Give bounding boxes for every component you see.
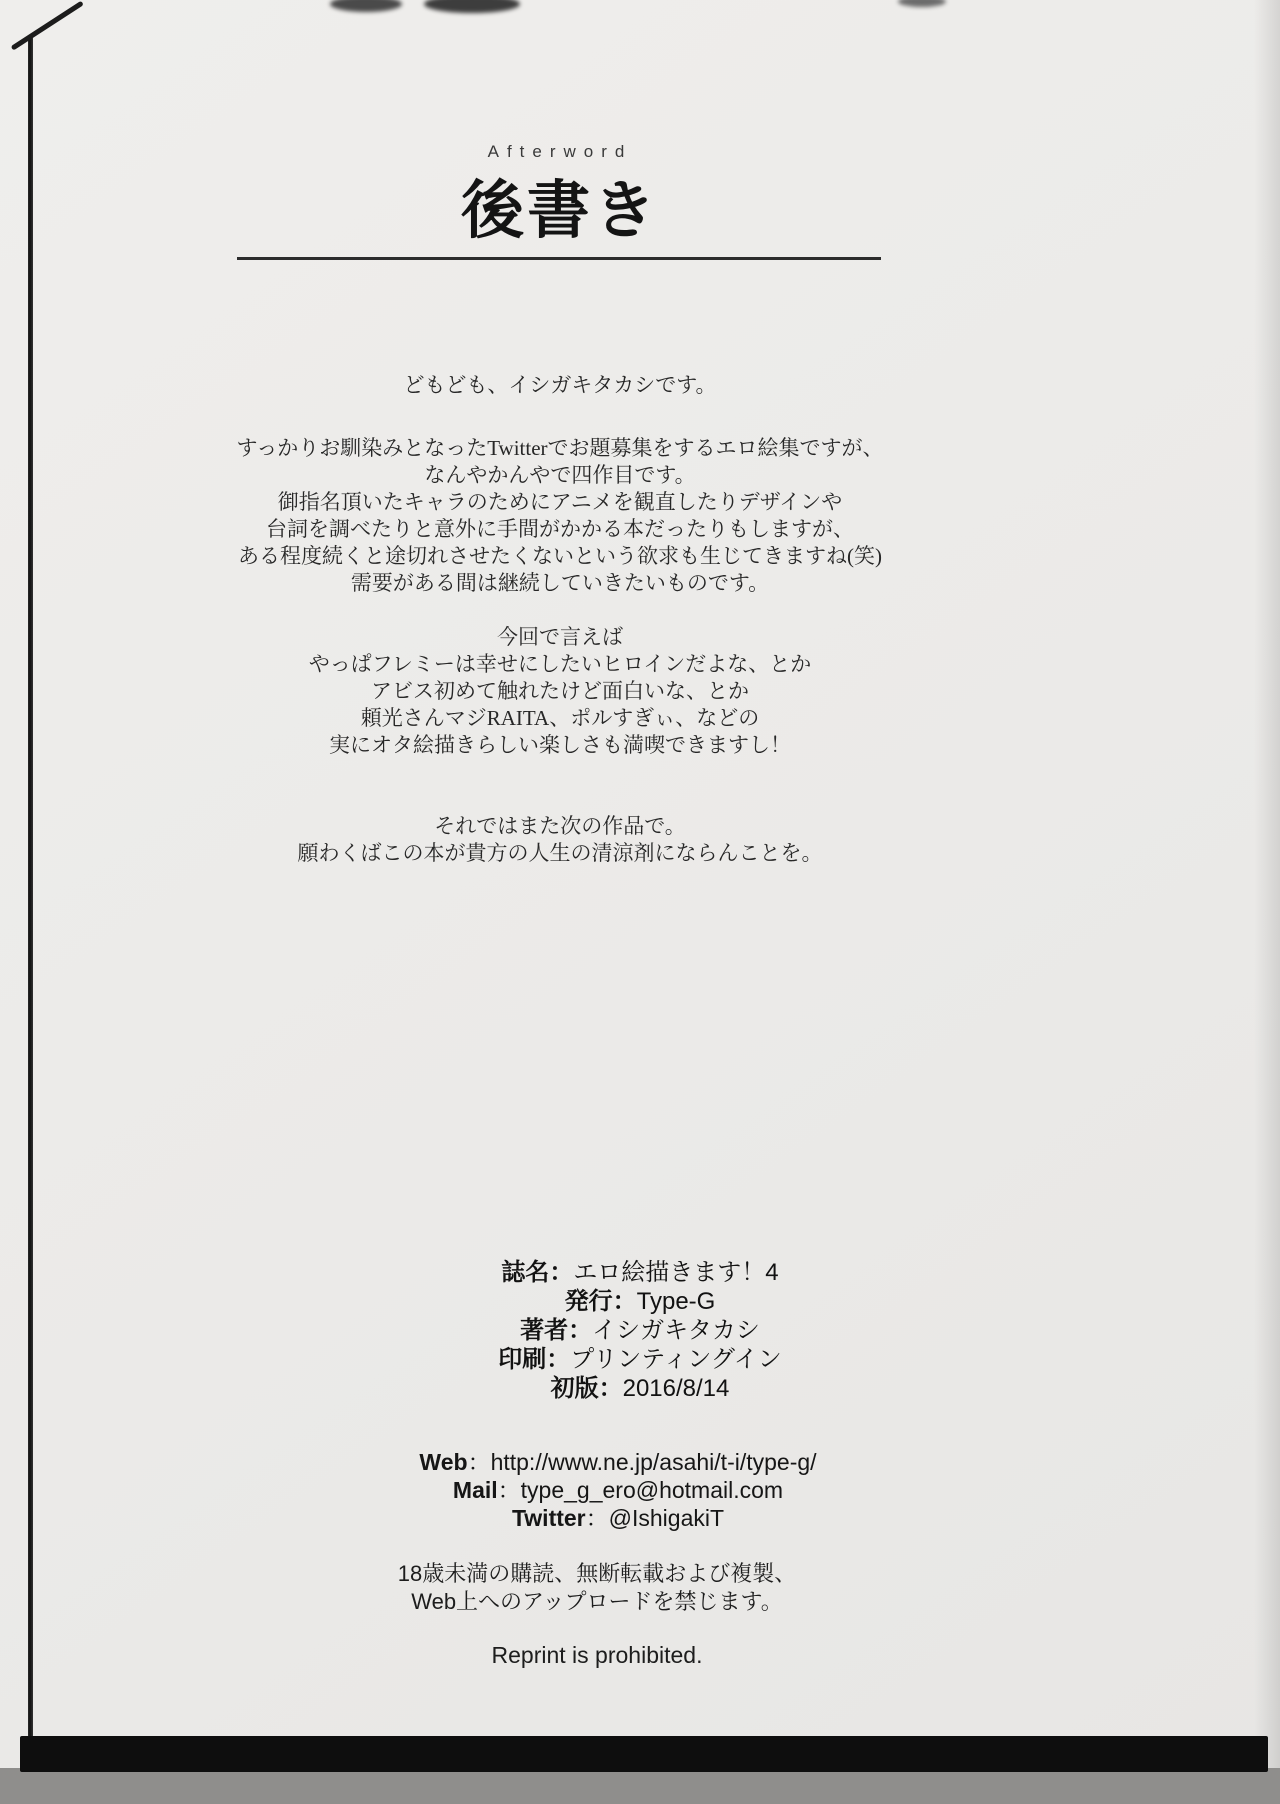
colophon-separator: ： — [549, 1259, 574, 1286]
contact-label: Mail — [452, 1477, 498, 1503]
scan-corner-mark — [11, 1, 84, 51]
colophon-value: 2016/8/14 — [622, 1375, 730, 1402]
body-line: すっかりお馴染みとなったTwitterでお題募集をするエロ絵集ですが、 — [236, 436, 884, 460]
body-line: ある程度続くと途切れさせたくないという欲求も生じてきますね(笑) — [238, 544, 882, 568]
reprint-prohibited-notice: Reprint is prohibited. — [491, 1642, 703, 1668]
colophon-label: 発行 — [564, 1288, 613, 1315]
afterword-label-en: Afterword — [487, 142, 633, 161]
contact-value-email: type_g_ero@hotmail.com — [520, 1477, 784, 1503]
body-line: 実にオタ絵描きらしい楽しさも満喫できますし！ — [329, 733, 791, 757]
contact-label: Web — [419, 1449, 468, 1475]
colophon-label: 初版 — [550, 1375, 599, 1402]
body-line: それではまた次の作品で。 — [434, 814, 686, 838]
body-line: 頼光さんマジRAITA、ポルすぎぃ、などの — [360, 706, 760, 730]
scan-bottom-strip — [0, 1768, 1280, 1804]
body-line: 願わくばこの本が貴方の人生の清涼剤にならんことを。 — [297, 841, 823, 865]
contact-value-handle: @IshigakiT — [608, 1505, 725, 1531]
page-title: 後書き — [461, 176, 659, 246]
contact-label: Twitter — [511, 1505, 586, 1531]
body-line: 需要がある間は継続していきたいものです。 — [350, 571, 770, 595]
notice-line: Web上へのアップロードを禁じます。 — [411, 1589, 783, 1614]
body-line: なんやかんやで四作目です。 — [424, 463, 696, 487]
scan-bottom-bar — [20, 1736, 1268, 1772]
contact-row-mail — [308, 1476, 928, 1504]
colophon-value: エロ絵描きます！4 — [573, 1259, 779, 1286]
contact-row-web — [308, 1448, 928, 1476]
scan-edge-right — [1254, 0, 1280, 1772]
paragraph-this-volume — [110, 624, 1010, 759]
body-line: 御指名頂いたキャラのためにアニメを観直したりデザインや — [277, 490, 843, 514]
contact-separator: ： — [467, 1449, 491, 1475]
colophon-row-author — [340, 1316, 940, 1345]
age-restriction-notice — [287, 1560, 907, 1616]
body-line: やっぱフレミーは幸せにしたいヒロインだよな、とか — [308, 652, 812, 676]
body-line: アビス初めて触れたけど面白いな、とか — [371, 679, 749, 703]
colophon-label: 印刷 — [498, 1346, 547, 1373]
colophon-separator: ： — [568, 1317, 593, 1344]
colophon-value: Type-G — [636, 1288, 716, 1315]
colophon-row-printer — [340, 1345, 940, 1374]
scan-smudge — [330, 0, 402, 12]
scan-smudge — [424, 0, 520, 13]
colophon-row-publisher — [340, 1287, 940, 1316]
contact-separator: ： — [585, 1505, 609, 1531]
title-divider — [237, 257, 881, 260]
colophon-separator: ： — [546, 1346, 571, 1373]
contact-row-twitter — [308, 1504, 928, 1532]
colophon-row-title — [340, 1258, 940, 1287]
colophon-value: プリンティングイン — [570, 1346, 782, 1373]
contact-block — [308, 1448, 928, 1532]
colophon-separator: ： — [598, 1375, 623, 1402]
scan-smudge — [898, 0, 946, 7]
greeting-paragraph — [110, 372, 1010, 399]
body-line: どもども、イシガキタカシです。 — [403, 373, 717, 397]
colophon-label: 誌名 — [501, 1259, 550, 1286]
notice-line: 18歳未満の購読、無断転載および複製、 — [397, 1561, 797, 1586]
colophon — [340, 1258, 940, 1403]
paragraph-closing — [110, 813, 1010, 867]
colophon-value: イシガキタカシ — [592, 1317, 760, 1344]
colophon-label: 著者 — [520, 1317, 569, 1344]
body-line: 台詞を調べたりと意外に手間がかかる本だったりもしますが、 — [266, 517, 854, 541]
contact-value-url: http://www.ne.jp/asahi/t-i/type-g/ — [490, 1449, 817, 1475]
colophon-separator: ： — [612, 1288, 637, 1315]
colophon-row-edition — [340, 1374, 940, 1403]
contact-separator: ： — [497, 1477, 521, 1503]
paragraph-series-intro — [110, 435, 1010, 597]
body-line: 今回で言えば — [497, 625, 623, 649]
scan-edge-left — [28, 36, 33, 1738]
